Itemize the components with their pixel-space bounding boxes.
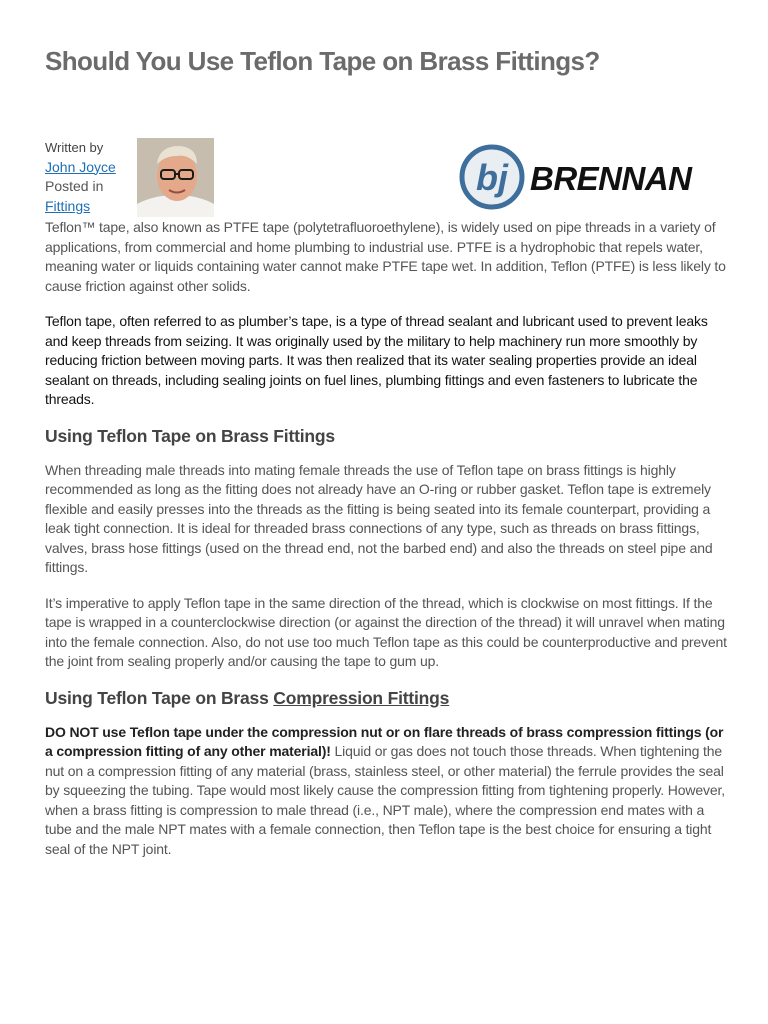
paragraph-plumbers-tape: Teflon tape, often referred to as plumber’s tape, is a type of thread sealant and lubricant used to prevent leaks and keep threads from seizing. It was originally used by the military to help machinery run more smoothly by reducing friction between moving parts. It was then realized that its water sealing properties provide an ideal sealant on threads, including sealing joints on fuel lines, plumbing fittings and even fasteners to lubricate the threads. — [45, 313, 708, 407]
paragraph-compression-rest: Liquid or gas does not touch those threads. When tightening the nut on a compression fitting of any material (brass, stainless steel, or other material) the ferrule provides the seal by squeezing the tubing. Tape would most likely cause the compression fitting from tightening properly. However, when a brass fitting is compression to male thread (i.e., NPT male), where the compression end mates with a tube and the male NPT mates with a female connection, then Teflon tape is the best choice for ensuring a tight seal of the NPT joint. — [45, 743, 725, 857]
compression-fittings-link[interactable]: Compression Fittings — [273, 687, 450, 708]
heading-brass-fittings: Using Teflon Tape on Brass Fittings — [45, 425, 335, 446]
article-body — [45, 218, 727, 875]
author-link[interactable]: John Joyce — [45, 158, 116, 175]
paragraph-threading: When threading male threads into mating female threads the use of Teflon tape on brass fittings is highly recommended as long as the fitting does not already have an O-ring or rubber gasket. Teflon tape is extremely flexible and easily presses into the threads as the fitting is being seated into its female counterpart, providing a leak tight connection. It is ideal for threaded brass connections of any type, such as threads on brass fittings, valves, brass hose fittings (used on the thread end, not the barbed end) and also the threads on steel pipe and fittings. — [45, 461, 713, 575]
heading-compression-fittings — [45, 688, 727, 709]
author-block — [45, 138, 116, 216]
logo-text: BRENNAN — [530, 160, 692, 197]
paragraph-compression — [45, 723, 727, 860]
page-title: Should You Use Teflon Tape on Brass Fittings? — [45, 46, 600, 76]
paragraph-intro: Teflon™ tape, also known as PTFE tape (polytetrafluoroethylene), is widely used on pipe threads in a variety of applications, from commercial and home plumbing to industrial use. PTFE is a hydrophobic that repels water, meaning water or liquids containing water cannot make PTFE tape wet. In addition, Teflon (PTFE) is less likely to cause friction against other solids. — [45, 219, 726, 294]
warning-text: DO NOT use Teflon tape under the compression nut or on flare threads of brass compression fittings (or a compression fitting of any other material)! — [45, 723, 724, 759]
author-avatar — [137, 138, 214, 217]
brennan-logo-icon — [452, 143, 722, 213]
author-portrait-icon — [137, 138, 214, 217]
category-link[interactable]: Fittings — [45, 197, 91, 214]
posted-in-label: Posted in — [45, 178, 104, 194]
heading-prefix: Using Teflon Tape on Brass — [45, 687, 269, 708]
brennan-logo — [452, 143, 722, 213]
written-by-label: Written by — [45, 140, 104, 155]
logo-mark: bj — [476, 157, 508, 198]
paragraph-direction: It’s imperative to apply Teflon tape in the same direction of the thread, which is clockwise on most fittings. If the tape is wrapped in a counterclockwise direction (or against the direction of the thread) it will unravel when mating into the female connection. Also, do not use too much Teflon tape as this could be counterproductive and prevent the joint from sealing properly and/or causing the tape to gum up. — [45, 594, 727, 669]
